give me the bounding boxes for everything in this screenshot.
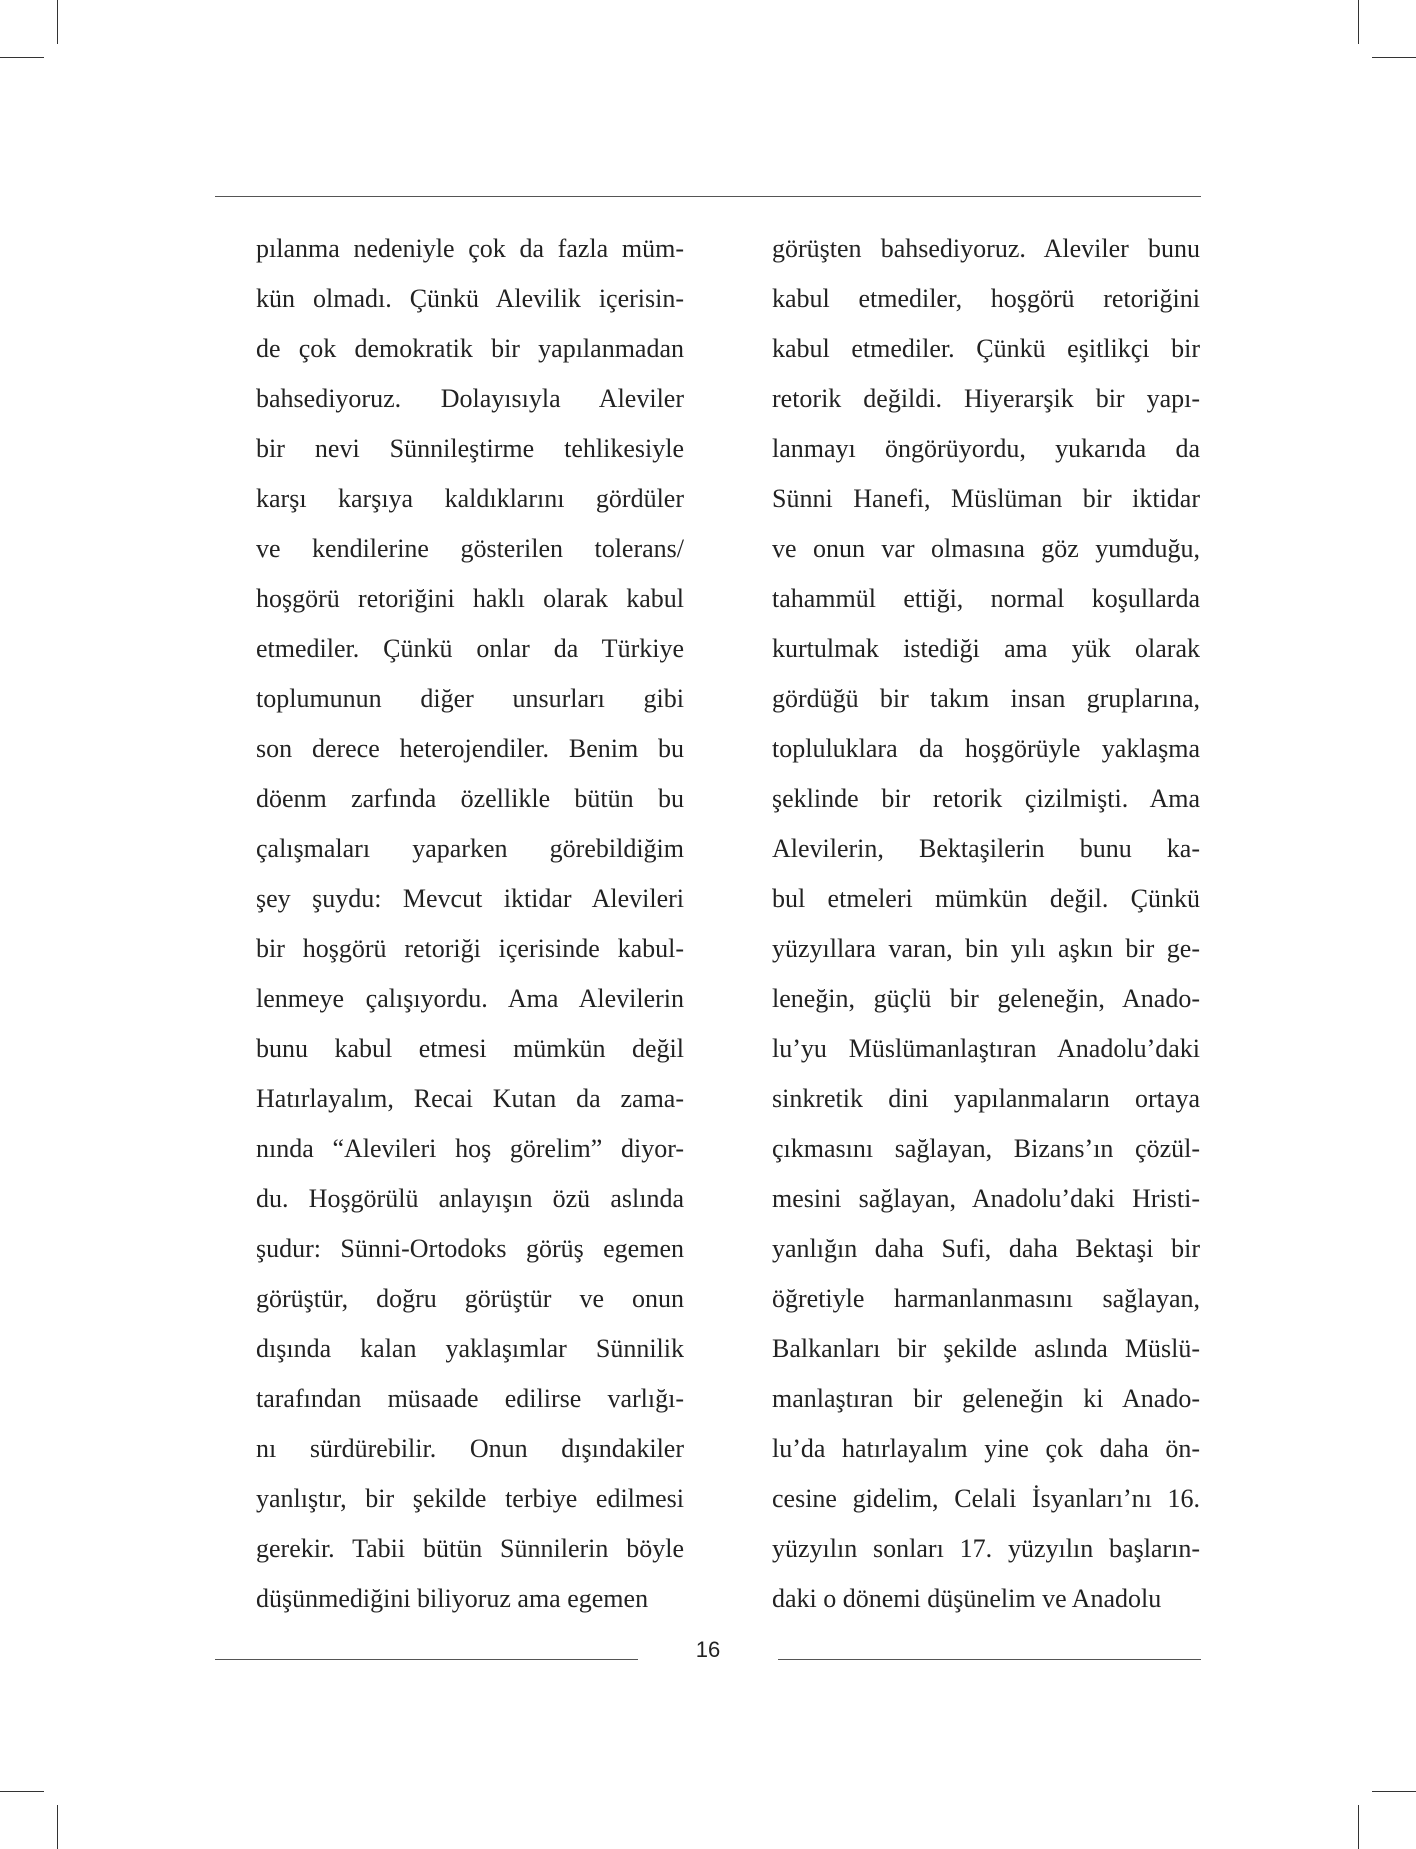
text-line: mesini sağlayan, Anadolu’daki Hristi-: [772, 1184, 1200, 1213]
text-line: öğretiyle harmanlanmasını sağlayan,: [772, 1284, 1200, 1313]
text-line: bir nevi Sünnileştirme tehlikesiyle: [256, 434, 684, 463]
text-line: leneğin, güçlü bir geleneğin, Anado-: [772, 984, 1200, 1013]
text-line: retorik değildi. Hiyerarşik bir yapı-: [772, 384, 1200, 413]
text-line: yüzyıllara varan, bin yılı aşkın bir ge-: [772, 934, 1200, 963]
text-line: gerekir. Tabii bütün Sünnilerin böyle: [256, 1534, 684, 1563]
text-line: son derece heterojendiler. Benim bu: [256, 734, 684, 763]
text-line: şeklinde bir retorik çizilmişti. Ama: [772, 784, 1200, 813]
right-text-column: [772, 228, 1200, 1628]
crop-mark-top-right-horizontal: [1372, 57, 1416, 58]
text-line: bul etmeleri mümkün değil. Çünkü: [772, 884, 1200, 913]
crop-mark-bottom-left-horizontal: [0, 1791, 44, 1792]
text-line: sinkretik dini yapılanmaların ortaya: [772, 1084, 1200, 1113]
text-line: karşı karşıya kaldıklarını gördüler: [256, 484, 684, 513]
text-line: yanlığın daha Sufi, daha Bektaşi bir: [772, 1234, 1200, 1263]
footer-rule-left: [215, 1659, 638, 1660]
text-line: düşünmediğini biliyoruz ama egemen: [256, 1584, 649, 1613]
text-line: bahsediyoruz. Dolayısıyla Aleviler: [256, 384, 684, 413]
text-line: lanmayı öngörüyordu, yukarıda da: [772, 434, 1200, 463]
text-line: cesine gidelim, Celali İsyanları’nı 16.: [772, 1484, 1200, 1513]
text-line: Hatırlayalım, Recai Kutan da zama-: [256, 1084, 684, 1113]
text-line: tarafından müsaade edilirse varlığı-: [256, 1384, 684, 1413]
text-line: Sünni Hanefi, Müslüman bir iktidar: [772, 484, 1200, 513]
text-line: yanlıştır, bir şekilde terbiye edilmesi: [256, 1484, 684, 1513]
text-line: bir hoşgörü retoriği içerisinde kabul-: [256, 934, 684, 963]
text-line: çalışmaları yaparken görebildiğim: [256, 834, 684, 863]
text-line: etmediler. Çünkü onlar da Türkiye: [256, 634, 684, 663]
text-line: nı sürdürebilir. Onun dışındakiler: [256, 1434, 684, 1463]
text-line: Alevilerin, Bektaşilerin bunu ka-: [772, 834, 1200, 863]
text-line: tahammül ettiği, normal koşullarda: [772, 584, 1200, 613]
crop-mark-bottom-right-vertical: [1358, 1805, 1359, 1849]
text-line: kabul etmediler, hoşgörü retoriğini: [772, 284, 1200, 313]
text-line: döenm zarfında özellikle bütün bu: [256, 784, 684, 813]
header-rule: [215, 196, 1201, 197]
text-line: kabul etmediler. Çünkü eşitlikçi bir: [772, 334, 1200, 363]
text-line: yüzyılın sonları 17. yüzyılın başların-: [772, 1534, 1200, 1563]
crop-mark-bottom-right-horizontal: [1372, 1791, 1416, 1792]
footer-rule-right: [778, 1659, 1201, 1660]
text-line: şey şuydu: Mevcut iktidar Alevileri: [256, 884, 684, 913]
text-line: toplumunun diğer unsurları gibi: [256, 684, 684, 713]
text-line: daki o dönemi düşünelim ve Anadolu: [772, 1584, 1162, 1613]
text-line: ve kendilerine gösterilen tolerans/: [256, 534, 684, 563]
text-line: çıkmasını sağlayan, Bizans’ın çözül-: [772, 1134, 1200, 1163]
text-line: görüştür, doğru görüştür ve onun: [256, 1284, 684, 1313]
text-line: pılanma nedeniyle çok da fazla müm-: [256, 234, 684, 263]
text-line: nında “Alevileri hoş görelim” diyor-: [256, 1134, 684, 1163]
text-line: lenmeye çalışıyordu. Ama Alevilerin: [256, 984, 684, 1013]
text-line: dışında kalan yaklaşımlar Sünnilik: [256, 1334, 684, 1363]
text-line: lu’yu Müslümanlaştıran Anadolu’daki: [772, 1034, 1200, 1063]
text-line: kün olmadı. Çünkü Alevilik içerisin-: [256, 284, 684, 313]
text-line: hoşgörü retoriğini haklı olarak kabul: [256, 584, 684, 613]
text-line: ve onun var olmasına göz yumduğu,: [772, 534, 1200, 563]
text-line: bunu kabul etmesi mümkün değil: [256, 1034, 684, 1063]
crop-mark-top-left-horizontal: [0, 57, 44, 58]
text-line: lu’da hatırlayalım yine çok daha ön-: [772, 1434, 1200, 1463]
crop-mark-bottom-left-vertical: [57, 1805, 58, 1849]
text-line: Balkanları bir şekilde aslında Müslü-: [772, 1334, 1200, 1363]
text-line: kurtulmak istediği ama yük olarak: [772, 634, 1200, 663]
text-line: de çok demokratik bir yapılanmadan: [256, 334, 684, 363]
text-line: topluluklara da hoşgörüyle yaklaşma: [772, 734, 1200, 763]
crop-mark-top-right-vertical: [1358, 0, 1359, 44]
left-text-column: [256, 228, 684, 1628]
text-line: görüşten bahsediyoruz. Aleviler bunu: [772, 234, 1200, 263]
text-line: du. Hoşgörülü anlayışın özü aslında: [256, 1184, 684, 1213]
text-line: gördüğü bir takım insan gruplarına,: [772, 684, 1200, 713]
page-number: 16: [695, 1637, 721, 1662]
text-line: şudur: Sünni-Ortodoks görüş egemen: [256, 1234, 684, 1263]
text-line: manlaştıran bir geleneğin ki Anado-: [772, 1384, 1200, 1413]
crop-mark-top-left-vertical: [57, 0, 58, 44]
